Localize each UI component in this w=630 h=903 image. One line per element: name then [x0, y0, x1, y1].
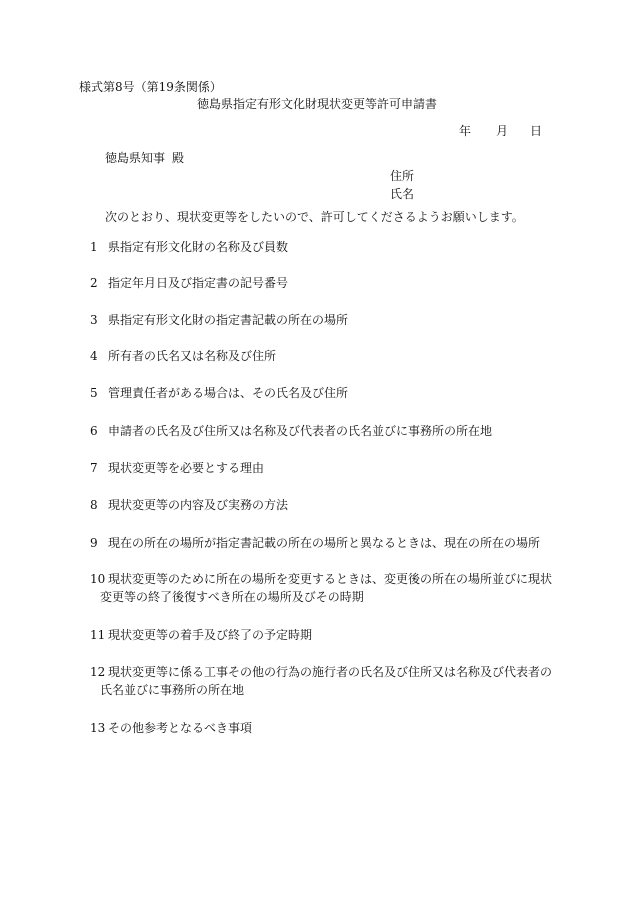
item-number: 6: [90, 424, 98, 438]
list-item: [90, 425, 492, 437]
item-text-continued: 変更等の終了後復すべき所在の場所及びその時期: [100, 590, 364, 604]
list-item: [90, 314, 348, 326]
item-number: 10: [90, 572, 106, 586]
list-item: [90, 462, 264, 474]
item-text: 現状変更等に係る工事その他の行為の施行者の氏名及び住所又は名称及び代表者の: [108, 665, 553, 679]
item-text: 指定年月日及び指定書の記号番号: [108, 276, 289, 290]
item-text: 現在の所在の場所が指定書記載の所在の場所と異なるときは、現在の所在の場所: [108, 536, 541, 550]
item-text: 現状変更等を必要とする理由: [108, 461, 265, 475]
list-item: [90, 573, 552, 603]
applicant-name-label: 氏名: [390, 187, 415, 201]
list-item: [90, 629, 312, 641]
item-number: 8: [90, 498, 98, 512]
addressee: 徳島県知事: [105, 151, 166, 165]
item-text: 現状変更等のために所在の場所を変更するときは、変更後の所在の場所並びに現状: [108, 572, 553, 586]
date-day-label: 日: [530, 124, 543, 138]
list-item: [90, 350, 276, 362]
request-sentence: 次のとおり、現状変更等をしたいので、許可してくださるようお願いします。: [105, 210, 524, 224]
addressee-honorific: 殿: [172, 151, 185, 165]
item-number: 2: [90, 276, 98, 290]
item-text: その他参考となるべき事項: [108, 721, 253, 735]
date-year-label: 年: [459, 124, 472, 138]
item-number: 1: [90, 240, 98, 254]
item-number: 9: [90, 536, 98, 550]
item-number: 3: [90, 313, 98, 327]
list-item: [90, 277, 288, 289]
list-item: [90, 241, 288, 253]
item-text-continued: 氏名並びに事務所の所在地: [100, 683, 245, 697]
item-text: 県指定有形文化財の指定書記載の所在の場所: [108, 313, 349, 327]
list-item: [90, 387, 348, 399]
item-number: 11: [90, 628, 106, 642]
date-month-label: 月: [496, 124, 509, 138]
list-item: [90, 666, 552, 696]
item-number: 13: [90, 721, 106, 735]
list-item: [90, 499, 288, 511]
list-item: [90, 537, 540, 549]
item-number: 4: [90, 349, 98, 363]
item-text: 県指定有形文化財の名称及び員数: [108, 240, 289, 254]
applicant-address-label: 住所: [390, 169, 415, 183]
item-text: 現状変更等の内容及び実務の方法: [108, 498, 289, 512]
item-text: 所有者の氏名又は名称及び住所: [108, 349, 277, 363]
item-number: 7: [90, 461, 98, 475]
form-number: 様式第8号（第19条関係）: [79, 80, 222, 94]
item-text: 管理責任者がある場合は、その氏名及び住所: [108, 386, 349, 400]
list-item: [90, 722, 252, 734]
item-number: 5: [90, 386, 98, 400]
document-title: 徳島県指定有形文化財現状変更等許可申請書: [197, 97, 438, 111]
item-text: 現状変更等の着手及び終了の予定時期: [108, 628, 313, 642]
item-text: 申請者の氏名及び住所又は名称及び代表者の氏名並びに事務所の所在地: [108, 424, 493, 438]
item-number: 12: [90, 665, 106, 679]
